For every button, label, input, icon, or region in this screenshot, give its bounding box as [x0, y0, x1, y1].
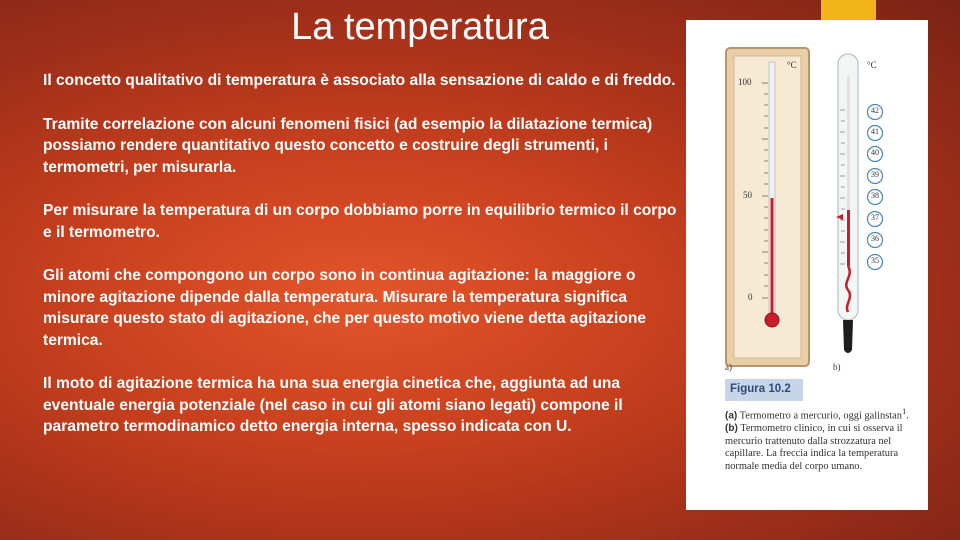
- paragraph-5: Il moto di agitazione termica ha una sua energia cinetica che, aggiunta ad una eventuale energia potenziale (nel caso in cui gli atomi siano legati) compone il parametro termodinamico detto energia interna, spesso indicata con U.: [43, 375, 623, 435]
- bulb-a: [765, 313, 779, 327]
- bulb-b: [843, 320, 853, 353]
- scale-a-0: 0: [748, 292, 753, 302]
- caption-a-sup: 1: [901, 406, 907, 416]
- paragraph-1: Il concetto qualitativo di temperatura è associato alla sensazione di caldo e di freddo.: [43, 72, 676, 89]
- scale-b-37: 37: [871, 213, 879, 222]
- caption-a-marker: (a): [725, 410, 738, 422]
- caption-title: Figura 10.2: [730, 383, 791, 395]
- figure-caption: (a) Termometro a mercurio, oggi galinstan$^1$. (b) Termometro clinico, in cui si osserva il mercurio trattenuto dalla strozzatura nel capillare. La freccia indica la temperatura normale media del corpo umano.: [725, 406, 909, 472]
- scale-b-39: 39: [871, 170, 879, 179]
- unit-a: °C: [787, 60, 797, 70]
- unit-b: °C: [867, 60, 877, 70]
- scale-a-50: 50: [743, 190, 752, 200]
- scale-b-42: 42: [871, 106, 879, 115]
- scale-a-100: 100: [738, 77, 752, 87]
- scale-b-40: 40: [871, 148, 879, 157]
- accent-tab: [821, 0, 876, 20]
- body-text: [43, 70, 683, 460]
- slide-title: La temperatura: [291, 6, 549, 48]
- caption-b-text: Termometro clinico, in cui si osserva il mercurio trattenuto dalla strozzatura nel capillare. La freccia indica la temperatura normale media del corpo umano.: [725, 423, 903, 472]
- mercury-column-b: [847, 210, 850, 266]
- paragraph-3: Per misurare la temperatura di un corpo dobbiamo porre in equilibrio termico il corpo e il termometro.: [43, 202, 677, 241]
- figure-label-a: a): [725, 362, 732, 372]
- caption-b-marker: (b): [725, 423, 738, 435]
- scale-b-41: 41: [871, 127, 879, 136]
- paragraph-4: Gli atomi che compongono un corpo sono in continua agitazione: la maggiore o minore agitazione dipende dalla temperatura. Misurare la temperatura significa misurare questo stato di agitazione, che per questo motivo viene detta agitazione termica.: [43, 267, 647, 349]
- scale-b-35: 35: [871, 256, 879, 265]
- figure-panel: [686, 20, 928, 510]
- paragraph-2: Tramite correlazione con alcuni fenomeni fisici (ad esempio la dilatazione termica) possiamo rendere quantitativo questo concetto e costruire degli strumenti, i termometri, per misurarla.: [43, 115, 653, 176]
- mercury-column-a: [771, 198, 774, 318]
- caption-a-text: Termometro a mercurio, oggi galinstan: [739, 410, 902, 422]
- figure-label-b: b): [833, 362, 841, 372]
- scale-b-38: 38: [871, 191, 879, 200]
- scale-b-36: 36: [871, 234, 879, 243]
